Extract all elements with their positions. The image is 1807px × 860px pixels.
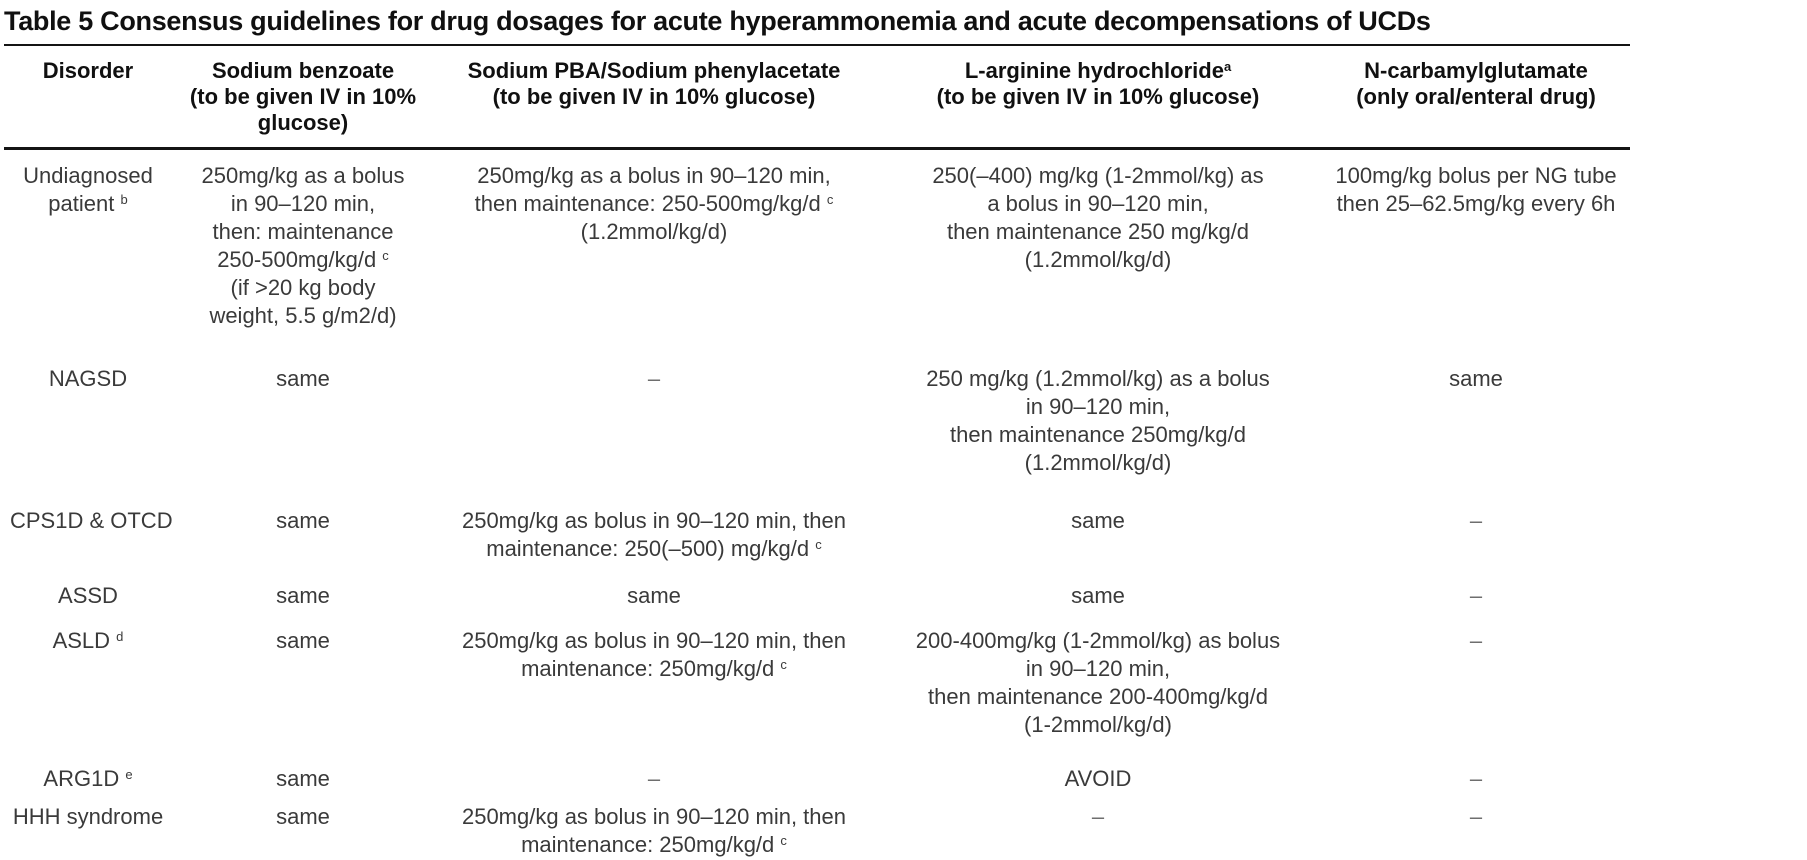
dose-cell — [1322, 803, 1630, 859]
cell-line: then maintenance: 250-500mg/kg/d $^c$ — [474, 191, 834, 216]
column-header-subtext: (to be given IV in 10% glucose) — [189, 84, 417, 135]
cell-line: 250mg/kg as bolus in 90–120 min, then — [461, 804, 847, 829]
dose-cell — [172, 507, 434, 582]
cell-line: 250mg/kg as a bolus in 90–120 min, — [477, 163, 831, 188]
dose-cell — [434, 149, 874, 366]
column-header-sodium-pba-phenylacetate — [434, 46, 874, 149]
cell-line: a bolus in 90–120 min, — [987, 191, 1209, 216]
cell-line: maintenance: 250mg/kg/d $^c$ — [521, 656, 787, 681]
cell-line: 250-500mg/kg/d $^c$ — [217, 247, 389, 272]
table-row — [4, 149, 1630, 366]
cell-line: AVOID — [1064, 766, 1132, 791]
cell-line: NAGSD — [48, 366, 128, 391]
disorder-cell — [4, 765, 172, 803]
table-row — [4, 627, 1630, 765]
cell-line: (1.2mmol/kg/d) — [580, 219, 728, 244]
dose-cell — [172, 627, 434, 765]
dose-cell — [874, 803, 1322, 859]
cell-line: CPS1D & OTCD — [10, 508, 173, 533]
cell-line: weight, 5.5 g/m2/d) — [209, 303, 397, 328]
column-header-label: Disorder — [42, 58, 134, 83]
dose-cell — [874, 765, 1322, 803]
table-row — [4, 765, 1630, 803]
table-row — [4, 803, 1630, 859]
column-header-subtext: (to be given IV in 10% glucose) — [492, 84, 816, 109]
dose-cell — [874, 627, 1322, 765]
cell-line: ASLD $^d$ — [52, 628, 124, 653]
cell-line: 250mg/kg as bolus in 90–120 min, then — [461, 508, 847, 533]
no-entry-dash: – — [1469, 583, 1483, 608]
column-header-subtext: (only oral/enteral drug) — [1356, 84, 1596, 109]
footnote-marker: c — [780, 657, 787, 672]
cell-line: (if >20 kg body — [230, 275, 376, 300]
cell-line: maintenance: 250mg/kg/d $^c$ — [521, 832, 787, 857]
cell-line: HHH syndrome — [12, 804, 164, 829]
cell-line: patient $^b$ — [48, 191, 128, 216]
cell-line: 100mg/kg bolus per NG tube — [1335, 163, 1617, 188]
table-row — [4, 582, 1630, 627]
cell-line: maintenance: 250(–500) mg/kg/d $^c$ — [486, 536, 822, 561]
cell-line: Undiagnosed — [23, 163, 153, 188]
cell-line: then 25–62.5mg/kg every 6h — [1336, 191, 1616, 216]
cell-line: 250 mg/kg (1.2mmol/kg) as a bolus — [926, 366, 1270, 391]
cell-line: in 90–120 min, — [1025, 394, 1171, 419]
dose-cell — [434, 365, 874, 507]
cell-line: same — [276, 583, 330, 608]
dose-cell — [172, 365, 434, 507]
cell-line: ARG1D $^e$ — [43, 766, 133, 791]
cell-line: same — [276, 366, 330, 391]
dose-cell — [172, 803, 434, 859]
disorder-cell — [4, 803, 172, 859]
table-row — [4, 365, 1630, 507]
header-row — [4, 46, 1630, 149]
dose-cell — [434, 507, 874, 582]
cell-line: (1.2mmol/kg/d) — [1024, 450, 1172, 475]
table-body — [4, 149, 1630, 860]
dosage-table — [4, 46, 1630, 859]
dose-cell — [1322, 627, 1630, 765]
column-header-subtext: (to be given IV in 10% glucose) — [936, 84, 1260, 109]
cell-line: same — [1071, 508, 1125, 533]
cell-line: 250(–400) mg/kg (1-2mmol/kg) as — [932, 163, 1264, 188]
no-entry-dash: – — [1091, 804, 1105, 829]
cell-line: same — [1071, 583, 1125, 608]
footnote-marker: c — [826, 192, 834, 207]
footnote-marker: d — [116, 629, 124, 644]
cell-line: same — [276, 804, 330, 829]
table-header — [4, 46, 1630, 149]
cell-line: then maintenance 250 mg/kg/d — [946, 219, 1250, 244]
dose-cell — [172, 582, 434, 627]
column-header-disorder — [4, 46, 172, 149]
dose-cell — [172, 149, 434, 366]
dose-cell — [874, 149, 1322, 366]
no-entry-dash: – — [647, 766, 661, 791]
column-header-l-arginine-hydrochloride — [874, 46, 1322, 149]
disorder-cell — [4, 507, 172, 582]
cell-line: same — [276, 766, 330, 791]
column-header-n-carbamylglutamate — [1322, 46, 1630, 149]
dose-cell — [434, 627, 874, 765]
dose-cell — [874, 582, 1322, 627]
cell-line: ASSD — [58, 583, 118, 608]
table-row — [4, 507, 1630, 582]
footnote-marker: a — [1223, 59, 1232, 74]
column-header-label: Sodium benzoate — [211, 58, 395, 83]
cell-line: same — [1449, 366, 1503, 391]
column-header-label: N-carbamylglutamate — [1364, 58, 1588, 83]
dose-cell — [1322, 365, 1630, 507]
footnote-marker: c — [815, 537, 822, 552]
cell-line: same — [276, 508, 330, 533]
cell-line: same — [276, 628, 330, 653]
no-entry-dash: – — [1469, 804, 1483, 829]
dose-cell — [1322, 582, 1630, 627]
no-entry-dash: – — [1469, 766, 1483, 791]
disorder-cell — [4, 627, 172, 765]
cell-line: 250mg/kg as bolus in 90–120 min, then — [461, 628, 847, 653]
dose-cell — [434, 803, 874, 859]
cell-line: (1-2mmol/kg/d) — [1024, 712, 1172, 737]
no-entry-dash: – — [1469, 508, 1483, 533]
footnote-marker: b — [120, 192, 128, 207]
dose-cell — [1322, 149, 1630, 366]
dose-cell — [1322, 765, 1630, 803]
dose-cell — [434, 765, 874, 803]
cell-line: 250mg/kg as a bolus — [201, 163, 405, 188]
cell-line: in 90–120 min, — [230, 191, 376, 216]
cell-line: (1.2mmol/kg/d) — [1024, 247, 1172, 272]
disorder-cell — [4, 365, 172, 507]
dose-cell — [1322, 507, 1630, 582]
column-header-sodium-benzoate — [172, 46, 434, 149]
column-header-label: Sodium PBA/Sodium phenylacetate — [467, 58, 841, 83]
footnote-marker: c — [780, 833, 787, 848]
cell-line: same — [627, 583, 681, 608]
table-title: Table 5 Consensus guidelines for drug dosages for acute hyperammonemia and acute decompensations of UCDs — [4, 4, 1630, 46]
dose-cell — [434, 582, 874, 627]
no-entry-dash: – — [1469, 628, 1483, 653]
dose-cell — [874, 365, 1322, 507]
cell-line: in 90–120 min, — [1025, 656, 1171, 681]
disorder-cell — [4, 582, 172, 627]
cell-line: then maintenance 200-400mg/kg/d — [927, 684, 1268, 709]
footnote-marker: e — [125, 767, 133, 782]
cell-line: then maintenance 250mg/kg/d — [950, 422, 1246, 447]
no-entry-dash: – — [647, 366, 661, 391]
cell-line: then: maintenance — [212, 219, 394, 244]
footnote-marker: c — [382, 248, 389, 263]
column-header-label: L-arginine hydrochloride$^a$ — [964, 58, 1232, 83]
dose-cell — [172, 765, 434, 803]
disorder-cell — [4, 149, 172, 366]
cell-line: 200-400mg/kg (1-2mmol/kg) as bolus — [915, 628, 1281, 653]
dose-cell — [874, 507, 1322, 582]
